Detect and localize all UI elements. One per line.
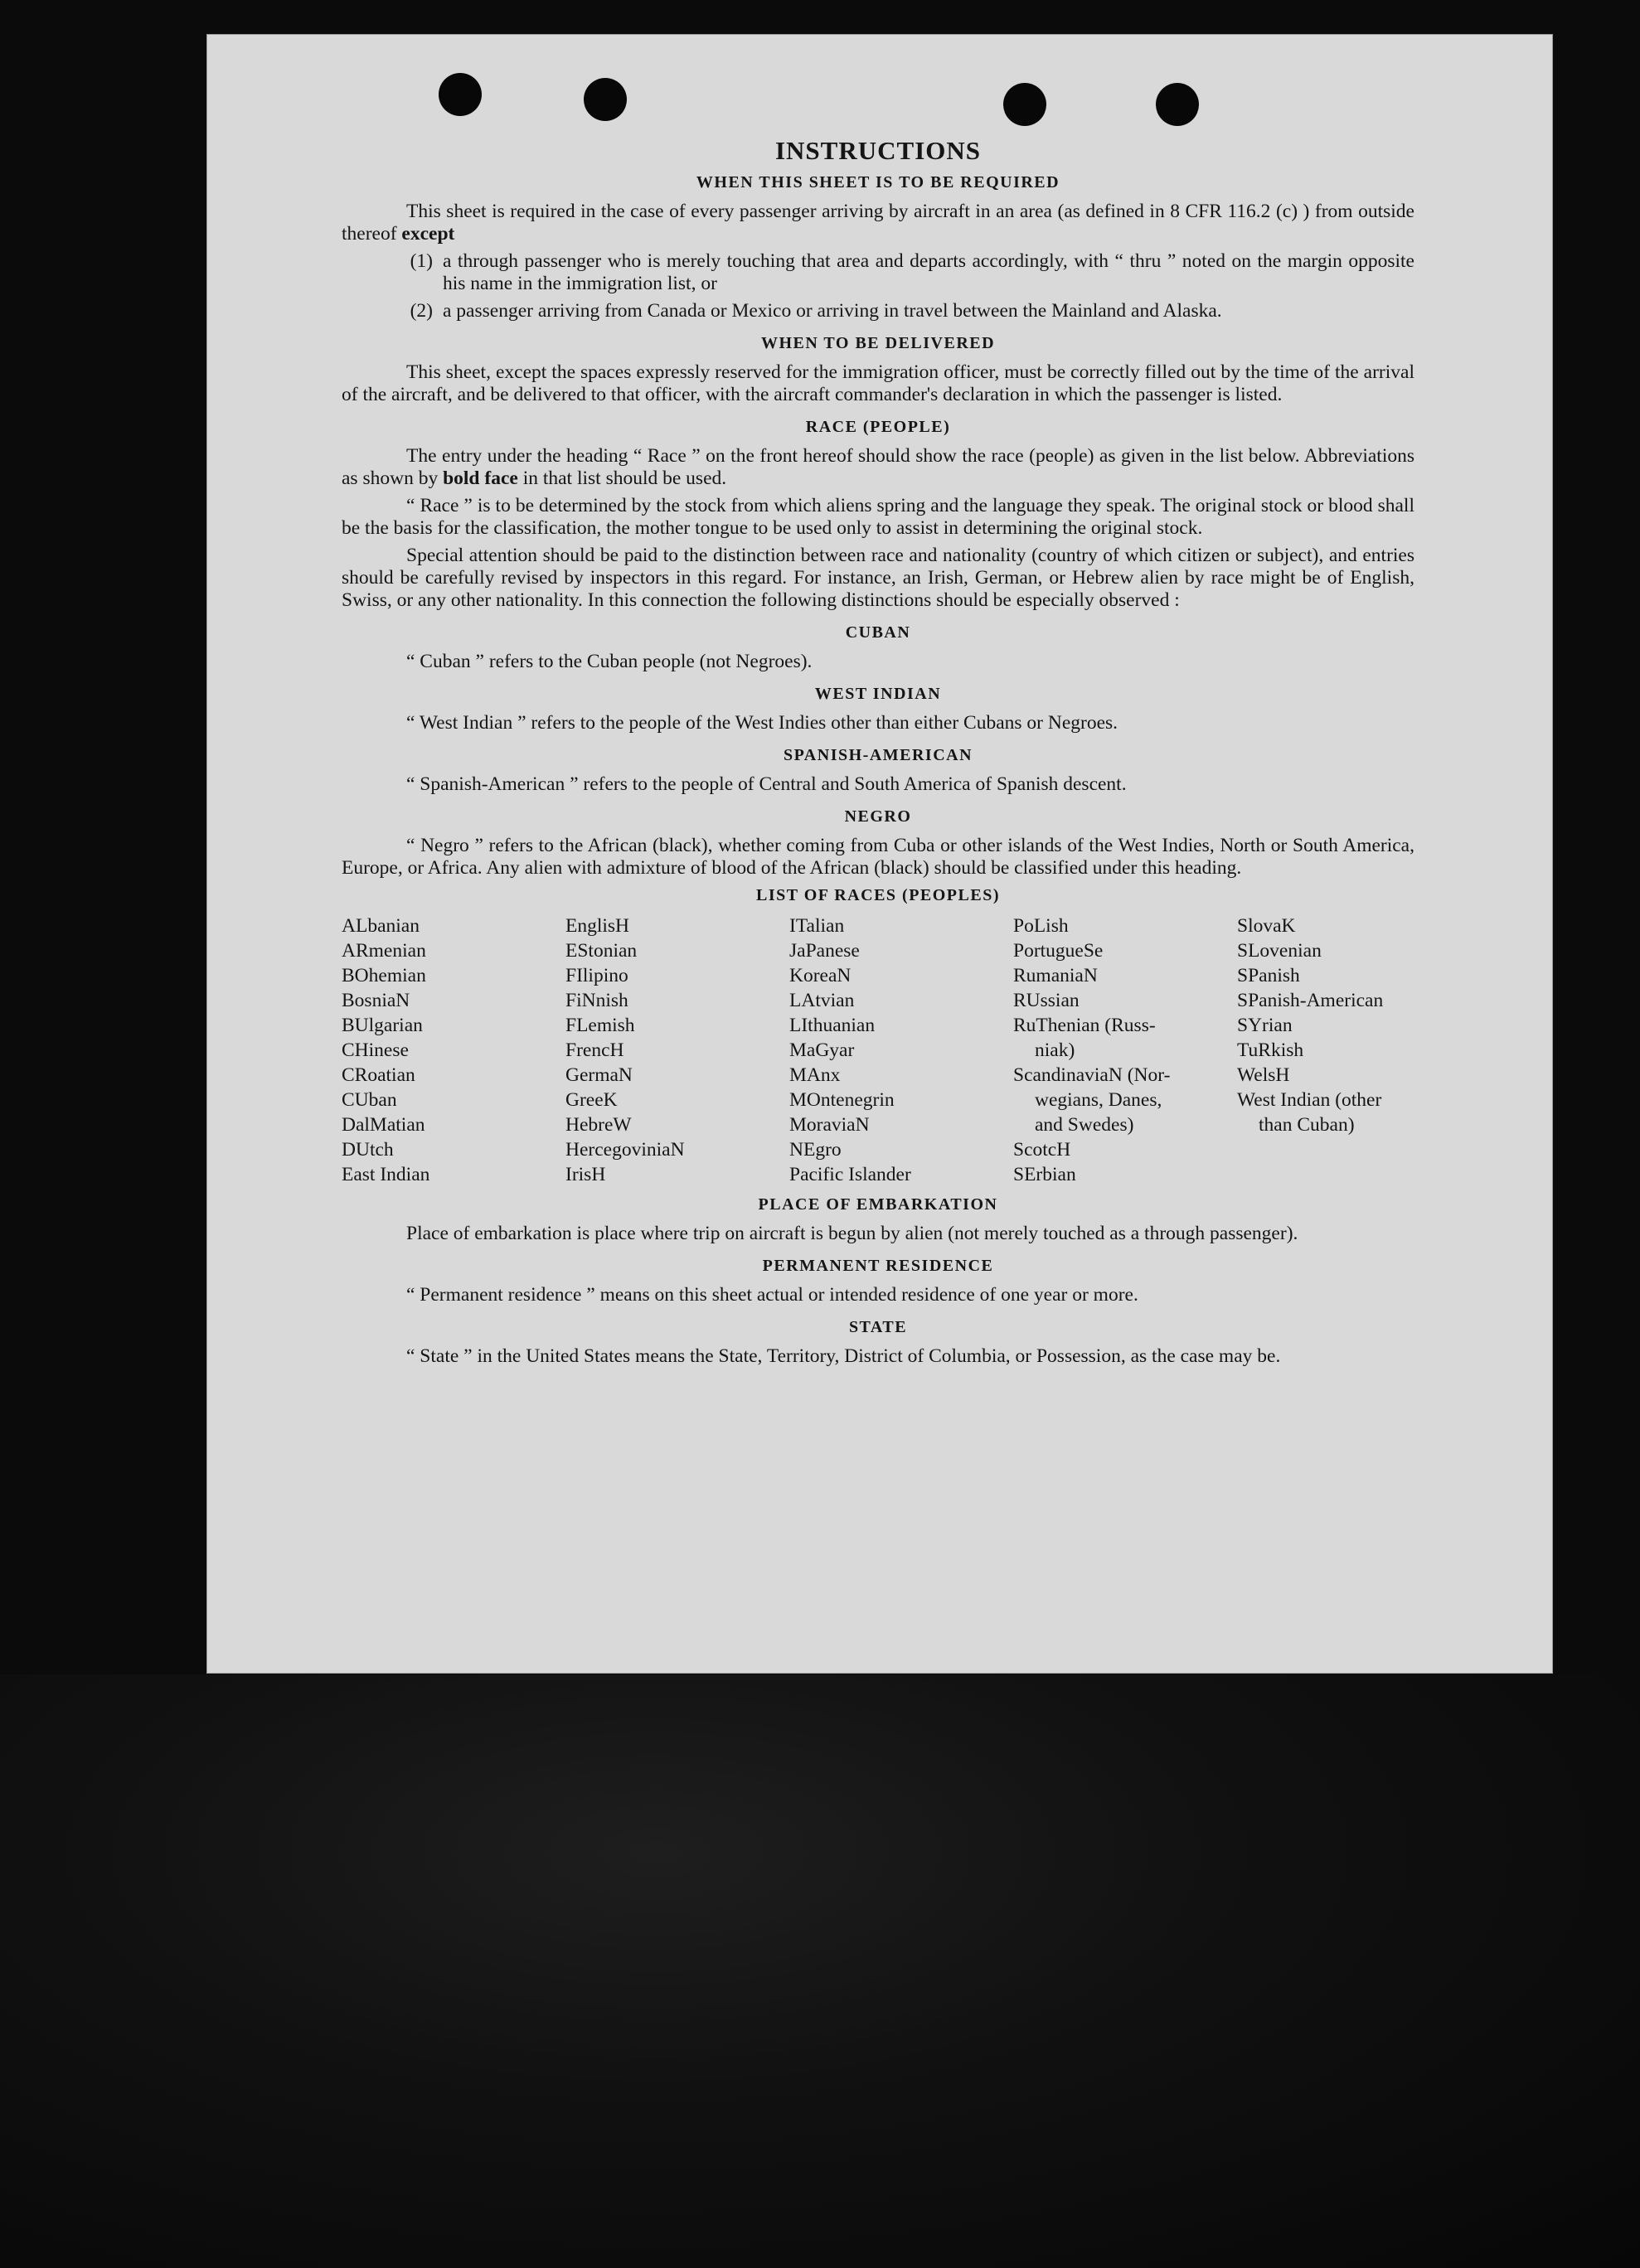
section-heading: PLACE OF EMBARKATION [758, 1195, 998, 1214]
section-heading: NEGRO [844, 807, 912, 826]
race-entry: IrisH [565, 1164, 606, 1185]
races-list [342, 914, 1414, 1187]
punch-hole [1003, 83, 1046, 126]
race-entry: PoLish [1013, 915, 1069, 937]
section-heading: WHEN THIS SHEET IS TO BE REQUIRED [696, 173, 1060, 191]
paragraph: “ Negro ” refers to the African (black), whether coming from Cuba or other islands of the West Indies, North or South America, Europe, or Africa. Any alien with admixture of blood of the African (black) should be classified under this heading. [342, 835, 1414, 879]
race-entry: RuThenian (Russ- [1013, 1015, 1156, 1036]
race-entry: EnglisH [565, 915, 630, 937]
list-item: (1) a through passenger who is merely touching that area and departs accordingly, with “ thru ” noted on the margin opposite his name in the immigration list, or [410, 250, 1414, 294]
race-entry: West Indian (other [1237, 1089, 1382, 1111]
race-entry: ITalian [789, 915, 845, 937]
section-heading: WEST INDIAN [814, 685, 942, 703]
paragraph: This sheet is required in the case of every passenger arriving by aircraft in an area (as defined in 8 CFR 116.2 (c) ) from outside thereof except [342, 201, 1414, 245]
race-entry: MaGyar [789, 1040, 855, 1061]
paragraph: “ Spanish-American ” refers to the people of Central and South America of Spanish descent. [406, 773, 1127, 795]
race-entry: HercegoviniaN [565, 1139, 685, 1161]
races-column [342, 914, 565, 1187]
race-entry: ALbanian [342, 915, 420, 937]
page-title: INSTRUCTIONS [774, 136, 981, 165]
section-heading: CUBAN [845, 623, 911, 642]
section-heading: PERMANENT RESIDENCE [762, 1257, 994, 1275]
race-entry: TuRkish [1237, 1040, 1304, 1061]
paragraph: “ Permanent residence ” means on this sheet actual or intended residence of one year or more. [406, 1284, 1138, 1306]
race-entry: LIthuanian [789, 1015, 876, 1036]
paragraph: “ West Indian ” refers to the people of the West Indies other than either Cubans or Negroes. [406, 712, 1118, 734]
paragraph: The entry under the heading “ Race ” on the front hereof should show the race (people) as given in the list below. Abbreviations as shown by bold face in that list should be used. [342, 445, 1414, 489]
paragraph: Place of embarkation is place where trip on aircraft is begun by alien (not merely touched as a through passenger). [406, 1223, 1298, 1244]
race-entry: FLemish [565, 1015, 635, 1036]
scan-background [0, 1674, 1640, 2268]
race-entry: DUtch [342, 1139, 394, 1161]
race-entry: RUssian [1013, 990, 1080, 1011]
race-entry: BosniaN [342, 990, 410, 1011]
list-item: (2) a passenger arriving from Canada or Mexico or arriving in travel between the Mainland and Alaska. [410, 300, 1222, 322]
race-entry: SLovenian [1237, 940, 1322, 962]
race-entry: CRoatian [342, 1064, 415, 1086]
race-entry: MOntenegrin [789, 1089, 895, 1111]
race-entry: ARmenian [342, 940, 426, 962]
race-entry: LAtvian [789, 990, 855, 1011]
race-entry: FrencH [565, 1040, 624, 1061]
paragraph: This sheet, except the spaces expressly reserved for the immigration officer, must be correctly filled out by the time of the arrival of the aircraft, and be delivered to that officer, with the aircraft commander's declaration in which the passenger is listed. [342, 361, 1414, 405]
section-heading: RACE (PEOPLE) [805, 418, 951, 436]
race-entry: CUban [342, 1089, 397, 1111]
race-entry: SErbian [1013, 1164, 1076, 1185]
races-column [1237, 914, 1414, 1187]
race-entry: FIlipino [565, 965, 628, 986]
race-entry: HebreW [565, 1114, 632, 1136]
paragraph: “ Race ” is to be determined by the stock from which aliens spring and the language they speak. The original stock or blood shall be the basis for the classification, the mother tongue to be used only to assist in determining the original stock. [342, 495, 1414, 539]
race-entry: EStonian [565, 940, 638, 962]
races-column [789, 914, 1013, 1187]
race-entry: WelsH [1237, 1064, 1290, 1086]
race-entry: and Swedes) [1035, 1114, 1134, 1136]
race-entry: FiNnish [565, 990, 628, 1011]
punch-hole [1156, 83, 1199, 126]
race-entry: MoraviaN [789, 1114, 870, 1136]
paragraph: Special attention should be paid to the distinction between race and nationality (country of which citizen or subject), and entries should be carefully revised by inspectors in this regard. For instance, an Irish, German, or Hebrew alien by race might be of English, Swiss, or any other nationality. In this connection the following distinctions should be especially observed : [342, 545, 1414, 611]
race-entry: KoreaN [789, 965, 852, 986]
race-entry: SYrian [1237, 1015, 1293, 1036]
section-heading: WHEN TO BE DELIVERED [760, 334, 996, 352]
race-entry: BOhemian [342, 965, 426, 986]
section-heading: STATE [848, 1318, 908, 1336]
races-column [1013, 914, 1237, 1187]
race-entry: GreeK [565, 1089, 618, 1111]
race-entry: GermaN [565, 1064, 633, 1086]
race-entry: than Cuban) [1259, 1114, 1355, 1136]
section-heading: LIST OF RACES (PEOPLES) [755, 886, 1000, 904]
punch-hole [439, 73, 482, 116]
punch-hole [584, 78, 627, 121]
race-entry: wegians, Danes, [1035, 1089, 1162, 1111]
race-entry: RumaniaN [1013, 965, 1098, 986]
race-entry: ScotcH [1013, 1139, 1071, 1161]
race-entry: DalMatian [342, 1114, 425, 1136]
races-column [565, 914, 789, 1187]
race-entry: SPanish-American [1237, 990, 1384, 1011]
race-entry: MAnx [789, 1064, 841, 1086]
race-entry: SlovaK [1237, 915, 1296, 937]
race-entry: PortugueSe [1013, 940, 1104, 962]
race-entry: ScandinaviaN (Nor- [1013, 1064, 1171, 1086]
race-entry: NEgro [789, 1139, 842, 1161]
paragraph: “ State ” in the United States means the State, Territory, District of Columbia, or Possession, as the case may be. [406, 1345, 1281, 1367]
race-entry: SPanish [1237, 965, 1300, 986]
race-entry: JaPanese [789, 940, 860, 962]
paragraph: “ Cuban ” refers to the Cuban people (not Negroes). [406, 651, 813, 672]
race-entry: CHinese [342, 1040, 409, 1061]
race-entry: East Indian [342, 1164, 430, 1185]
race-entry: niak) [1035, 1040, 1075, 1061]
section-heading: SPANISH-AMERICAN [783, 746, 973, 764]
race-entry: BUlgarian [342, 1015, 423, 1036]
instructions-body [342, 136, 1414, 1373]
race-entry: Pacific Islander [789, 1164, 911, 1185]
